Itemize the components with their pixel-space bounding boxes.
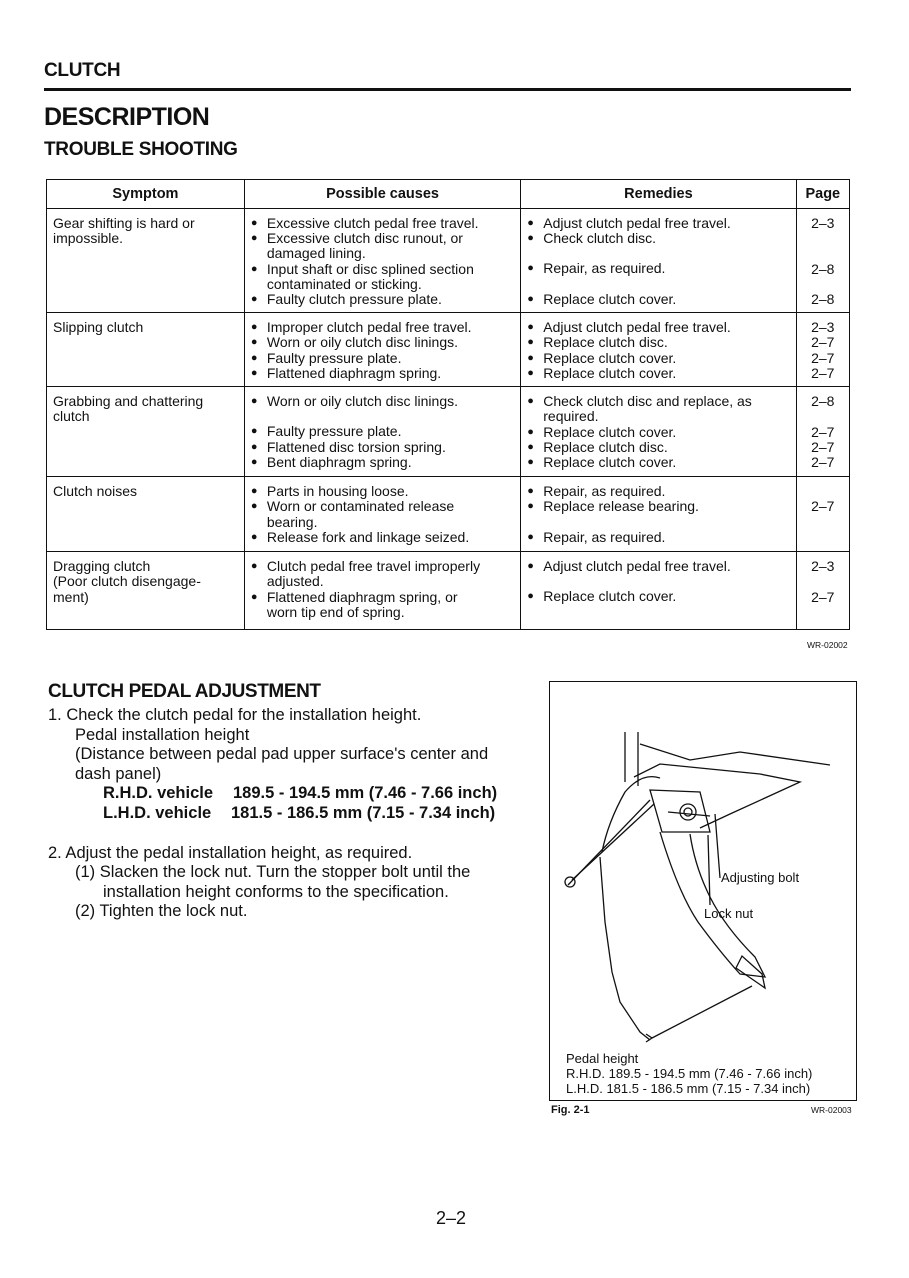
remedy-item [527, 351, 789, 366]
table-code: WR-02002 [807, 640, 848, 650]
remedies-cell [521, 387, 796, 477]
page-ref: 2–7 [811, 334, 835, 351]
cause-line: adjusted. [266, 573, 324, 590]
table-row [47, 552, 850, 630]
lock-nut-label: Lock nut [704, 906, 754, 921]
page-ref: 2–3 [811, 319, 835, 336]
remedy-item [527, 530, 789, 545]
cause-item [251, 292, 514, 307]
remedy-item [527, 394, 789, 409]
cause-line: Faulty pressure plate. [266, 349, 402, 366]
page-ref: 2–8 [811, 393, 835, 410]
cause-line: Faulty pressure plate. [266, 423, 402, 440]
bullet-icon: ● [527, 590, 534, 603]
remedy-item [527, 409, 789, 424]
cause-line: Flattened diaphragm spring. [266, 364, 442, 381]
cause-line: damaged lining. [266, 245, 366, 262]
page-cell [796, 552, 849, 630]
page-ref [797, 574, 849, 589]
page-number: 2–2 [436, 1208, 467, 1228]
figure-caption [566, 1051, 812, 1096]
figure-number: Fig. 2-1 [551, 1104, 590, 1116]
cause-item [251, 409, 514, 424]
page-ref: 2–7 [811, 453, 835, 470]
symptom-line: ment) [53, 588, 89, 605]
remedy-item [527, 499, 789, 514]
remedies-cell [521, 313, 796, 387]
cause-item [251, 231, 514, 261]
remedy-line: Replace clutch cover. [543, 290, 677, 307]
bullet-icon: ● [250, 500, 258, 513]
symptom-cell [47, 313, 245, 387]
adjusting-bolt-label: Adjusting bolt [721, 870, 800, 885]
rhd-label: R.H.D. vehicle [103, 784, 214, 803]
caption-line: L.H.D. 181.5 - 186.5 mm (7.15 - 7.34 inch) [566, 1081, 811, 1096]
table-row [47, 477, 850, 552]
causes-cell [244, 313, 520, 387]
column-header-symptom: Symptom [47, 180, 245, 209]
column-header-page: Page [796, 180, 849, 209]
page-ref: 2–7 [811, 498, 835, 515]
page-ref: 2–3 [811, 558, 835, 575]
remedy-item [527, 277, 789, 292]
adjustment-steps [48, 706, 528, 922]
cause-line: Excessive clutch pedal free travel. [266, 215, 479, 231]
bullet-icon: ● [527, 262, 534, 275]
cause-item [251, 366, 514, 381]
step-2-2: (2) Tighten the lock nut. [75, 902, 248, 921]
symptom-cell [47, 552, 245, 630]
figure-frame [549, 681, 857, 1101]
bullet-icon [527, 246, 543, 261]
symptom-line: Gear shifting is hard or [53, 215, 195, 231]
remedy-line: Repair, as required. [543, 260, 666, 277]
page-ref: 2–7 [811, 349, 835, 366]
bullet-icon: ● [527, 560, 534, 573]
page-cell [796, 387, 849, 477]
bullet-icon: ● [527, 500, 534, 513]
bullet-icon: ● [250, 455, 258, 468]
cause-line: Improper clutch pedal free travel. [266, 319, 472, 336]
bullet-icon: ● [250, 366, 258, 379]
remedy-line: Adjust clutch pedal free travel. [543, 215, 731, 231]
lhd-value: 181.5 - 186.5 mm (7.15 - 7.34 inch) [231, 803, 496, 822]
remedy-item [527, 574, 789, 589]
bullet-icon: ● [250, 560, 258, 573]
page-ref [797, 277, 849, 292]
lhd-label: L.H.D. vehicle [103, 803, 212, 822]
column-header-remedies: Remedies [521, 180, 796, 209]
bullet-icon: ● [527, 425, 534, 438]
bullet-icon: ● [250, 262, 258, 275]
remedy-line: required. [543, 408, 599, 425]
page-ref [797, 231, 849, 246]
remedy-item [527, 425, 789, 440]
cause-item [251, 335, 514, 350]
causes-cell [244, 387, 520, 477]
symptom-line: (Poor clutch disengage- [53, 573, 201, 590]
rhd-value: 189.5 - 194.5 mm (7.46 - 7.66 inch) [233, 784, 498, 803]
cause-line: Faulty clutch pressure plate. [266, 291, 442, 308]
bullet-icon: ● [527, 440, 534, 453]
bullet-icon: ● [527, 366, 534, 379]
remedy-item [527, 440, 789, 455]
step-2: 2. Adjust the pedal installation height, as required. [48, 843, 413, 862]
bullet-icon: ● [250, 336, 258, 349]
remedy-item [527, 559, 789, 574]
cause-line: Clutch pedal free travel improperly [266, 558, 481, 575]
cause-item [251, 499, 514, 529]
symptom-cell [47, 477, 245, 552]
remedy-line: Replace clutch cover. [543, 588, 677, 605]
remedy-line: Adjust clutch pedal free travel. [543, 319, 731, 336]
cause-line: Flattened disc torsion spring. [266, 438, 446, 455]
page-ref [797, 409, 849, 424]
symptom-line: impossible. [53, 230, 124, 247]
remedy-item [527, 366, 789, 381]
cause-item [251, 484, 514, 499]
bullet-icon: ● [250, 485, 258, 498]
page-ref: 2–7 [811, 588, 835, 605]
cause-line: Release fork and linkage seized. [266, 528, 470, 545]
page-ref: 2–7 [811, 364, 835, 381]
bullet-icon: ● [250, 321, 258, 334]
remedy-line: Check clutch disc. [543, 230, 657, 247]
page-ref [797, 246, 849, 261]
page-ref: 2–8 [811, 260, 835, 277]
remedy-item [527, 484, 789, 499]
clutch-pedal-illustration [550, 682, 856, 1100]
cause-line: worn tip end of spring. [266, 603, 405, 620]
remedy-line: Replace clutch cover. [543, 454, 677, 471]
remedy-item [527, 216, 789, 231]
cause-item [251, 394, 514, 409]
cause-item [251, 530, 514, 545]
remedy-line: Replace clutch cover. [543, 349, 677, 366]
remedy-line: Replace clutch disc. [543, 334, 668, 351]
caption-line: Pedal height [566, 1051, 639, 1066]
bullet-icon [527, 515, 543, 530]
bullet-icon: ● [527, 456, 534, 469]
remedy-item [527, 231, 789, 246]
step-1-detail: (Distance between pedal pad upper surface's center and [75, 745, 489, 764]
remedies-cell [521, 552, 796, 630]
remedy-item [527, 292, 789, 307]
remedy-item [527, 261, 789, 276]
cause-line: Worn or contaminated release [266, 498, 455, 515]
figure-code: WR-02003 [811, 1105, 852, 1115]
bullet-icon: ● [250, 351, 258, 364]
step-2-1: (1) Slacken the lock nut. Turn the stopper bolt until the [75, 863, 471, 882]
bullet-icon: ● [527, 351, 534, 364]
bullet-icon: ● [527, 217, 534, 229]
page-ref: 2–8 [811, 290, 835, 307]
cause-line: Flattened diaphragm spring, or [266, 588, 458, 605]
cause-line: Worn or oily clutch disc linings. [266, 334, 459, 351]
remedy-line: Repair, as required. [543, 483, 666, 500]
bullet-icon: ● [527, 232, 534, 245]
remedy-item [527, 246, 789, 261]
remedy-item [527, 320, 789, 335]
cause-item [251, 590, 514, 620]
remedy-item [527, 335, 789, 350]
heading-rule [44, 88, 851, 91]
page-ref: 2–7 [811, 438, 835, 455]
bullet-icon: ● [527, 485, 534, 498]
cause-item [251, 216, 514, 231]
cause-line: contaminated or sticking. [266, 275, 422, 292]
symptom-cell [47, 387, 245, 477]
cause-line: Excessive clutch disc runout, or [266, 230, 463, 247]
table-row [47, 209, 850, 313]
remedy-line: Check clutch disc and replace, as [543, 393, 752, 410]
cause-line: Input shaft or disc splined section [266, 260, 474, 277]
caption-line: R.H.D. 189.5 - 194.5 mm (7.46 - 7.66 inch) [566, 1066, 813, 1081]
bullet-icon: ● [527, 395, 534, 408]
bullet-icon: ● [250, 293, 258, 306]
table-header-row [47, 180, 850, 209]
symptom-line: Grabbing and chattering [53, 393, 204, 410]
bullet-icon: ● [250, 217, 258, 229]
cause-line: bearing. [266, 513, 318, 530]
causes-cell [244, 552, 520, 630]
symptom-line: clutch [53, 408, 90, 425]
bullet-icon [527, 574, 543, 589]
page-cell [796, 313, 849, 387]
bullet-icon: ● [527, 292, 534, 305]
step-1-detail: dash panel) [75, 764, 162, 783]
causes-cell [244, 477, 520, 552]
cause-item [251, 455, 514, 470]
section-title-pedal-adjustment: CLUTCH PEDAL ADJUSTMENT [48, 681, 321, 702]
remedies-cell [521, 477, 796, 552]
symptom-cell [47, 209, 245, 313]
remedy-line: Replace clutch cover. [543, 423, 677, 440]
column-header-causes: Possible causes [244, 180, 520, 209]
remedies-cell [521, 209, 796, 313]
table-row [47, 313, 850, 387]
bullet-icon: ● [250, 530, 258, 543]
cause-item [251, 440, 514, 455]
table-row [47, 387, 850, 477]
bullet-icon: ● [250, 395, 258, 408]
symptom-line: Dragging clutch [53, 558, 151, 575]
remedy-item [527, 589, 789, 604]
bullet-icon: ● [250, 232, 258, 245]
cause-item [251, 320, 514, 335]
step-2-1-cont: installation height conforms to the specification. [103, 882, 449, 901]
remedy-line: Adjust clutch pedal free travel. [543, 558, 731, 575]
bullet-icon: ● [527, 530, 534, 543]
remedy-line: Replace clutch disc. [543, 438, 668, 455]
page-cell [796, 477, 849, 552]
bullet-icon [251, 409, 267, 424]
page-ref [797, 515, 849, 530]
page-title: DESCRIPTION [44, 103, 210, 131]
cause-item [251, 351, 514, 366]
remedy-line: Replace clutch cover. [543, 364, 677, 381]
bullet-icon: ● [250, 590, 258, 603]
bullet-icon: ● [250, 425, 258, 438]
remedy-item [527, 455, 789, 470]
page-ref: 2–3 [811, 215, 835, 231]
page-ref: 2–7 [811, 423, 835, 440]
section-heading: CLUTCH [44, 60, 121, 81]
cause-line: Bent diaphragm spring. [266, 453, 412, 470]
bullet-icon: ● [250, 440, 258, 453]
cause-line: Worn or oily clutch disc linings. [266, 393, 459, 410]
subtitle: TROUBLE SHOOTING [44, 139, 238, 160]
causes-cell [244, 209, 520, 313]
page-ref [797, 484, 849, 499]
trouble-shooting-table [46, 179, 850, 630]
remedy-line: Repair, as required. [543, 528, 666, 545]
symptom-line: Slipping clutch [53, 319, 144, 336]
step-1: 1. Check the clutch pedal for the installation height. [48, 706, 422, 724]
remedy-line: Replace release bearing. [543, 498, 699, 515]
remedy-item [527, 515, 789, 530]
bullet-icon [527, 277, 543, 292]
step-1-detail: Pedal installation height [75, 725, 250, 744]
cause-item [251, 559, 514, 589]
bullet-icon [527, 409, 543, 424]
bullet-icon: ● [527, 336, 534, 349]
cause-line: Parts in housing loose. [266, 483, 409, 500]
page-cell [796, 209, 849, 313]
bullet-icon: ● [527, 321, 534, 334]
page-ref [797, 530, 849, 545]
cause-item [251, 262, 514, 292]
symptom-line: Clutch noises [53, 483, 138, 500]
cause-item [251, 424, 514, 439]
